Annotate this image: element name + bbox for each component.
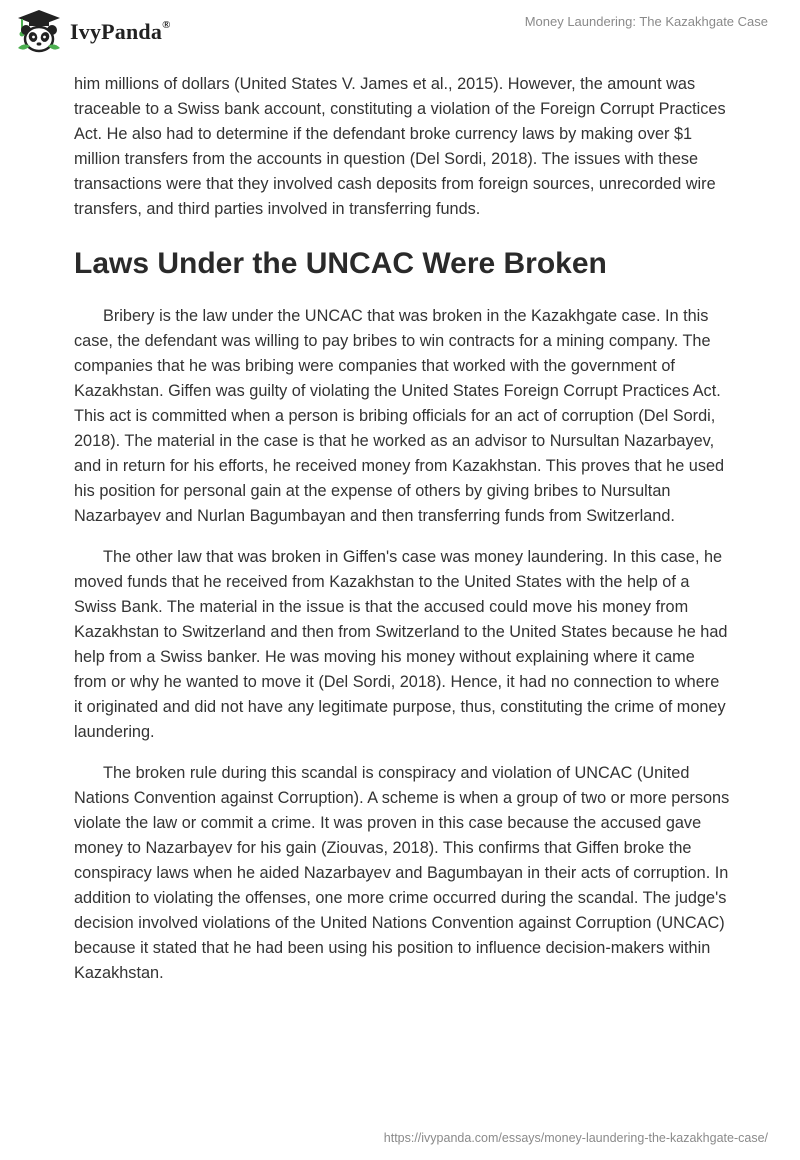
page-header bbox=[0, 0, 800, 64]
registered-mark: ® bbox=[162, 18, 171, 31]
paragraph-conspiracy: The broken rule during this scandal is conspiracy and violation of UNCAC (United Nations Convention against Corruption). A scheme is when a group of two or more persons violate the law or commit a crime. It was proven in this case because the accused gave money to Nazarbayev for his gain (Ziouvas, 2018). This confirms that Giffen broke the conspiracy laws when he aided Nazarbayev and Bagumbayan in their acts of corruption. In addition to violating the offenses, one more crime occurred during the scandal. The judge's decision involved violations of the United Nations Convention against Corruption (UNCAC) because it stated that he had been using his position to influence decision-makers within Kazakhstan. bbox=[74, 764, 730, 982]
brand-name: IvyPanda® bbox=[70, 18, 171, 44]
source-url-link[interactable]: https://ivypanda.com/essays/money-laundering-the-kazakhgate-case/ bbox=[383, 1131, 768, 1145]
paragraph-bribery: Bribery is the law under the UNCAC that was broken in the Kazakhgate case. In this case, the defendant was willing to pay bribes to win contracts for a mining company. The companies that he was bribing were companies that worked with the government of Kazakhstan. Giffen was guilty of violating the United States Foreign Corrupt Practices Act. This act is committed when a person is bribing officials for an act of corruption (Del Sordi, 2018). The material in the case is that he worked as an advisor to Nursultan Nazarbayev, and in return for his efforts, he received money from Kazakhstan. This proves that he used his position for personal gain at the expense of others by giving bribes to Nursultan Nazarbayev and Nurlan Bagumbayan and then transferring funds from Switzerland. bbox=[74, 307, 725, 525]
panda-graduate-icon bbox=[14, 8, 64, 54]
section-heading: Laws Under the UNCAC Were Broken bbox=[74, 247, 607, 280]
document-title: Money Laundering: The Kazakhgate Case bbox=[524, 14, 768, 29]
paragraph-money-laundering: The other law that was broken in Giffen's case was money laundering. In this case, he moved funds that he received from Kazakhstan to the United States with the help of a Swiss Bank. The material in the issue is that the accused could move his money from Kazakhstan to Switzerland and then from Switzerland to the United States because he had help from a Swiss banker. He was moving his money without explaining where it came from or why he wanted to move it (Del Sordi, 2018). Hence, it had no connection to where it originated and did not have any legitimate purpose, thus, constituting the crime of money laundering. bbox=[74, 548, 728, 741]
essay-content bbox=[74, 72, 730, 1002]
intro-paragraph: him millions of dollars (United States V. James et al., 2015). However, the amount was traceable to a Swiss bank account, constituting a violation of the Foreign Corrupt Practices Act. He also had to determine if the defendant broke currency laws by making over $1 million transfers from the accounts in question (Del Sordi, 2018). The issues with these transactions were that they involved cash deposits from foreign sources, unrecorded wire transfers, and third parties involved in transferring funds. bbox=[74, 75, 726, 218]
ivypanda-logo[interactable] bbox=[14, 8, 171, 54]
